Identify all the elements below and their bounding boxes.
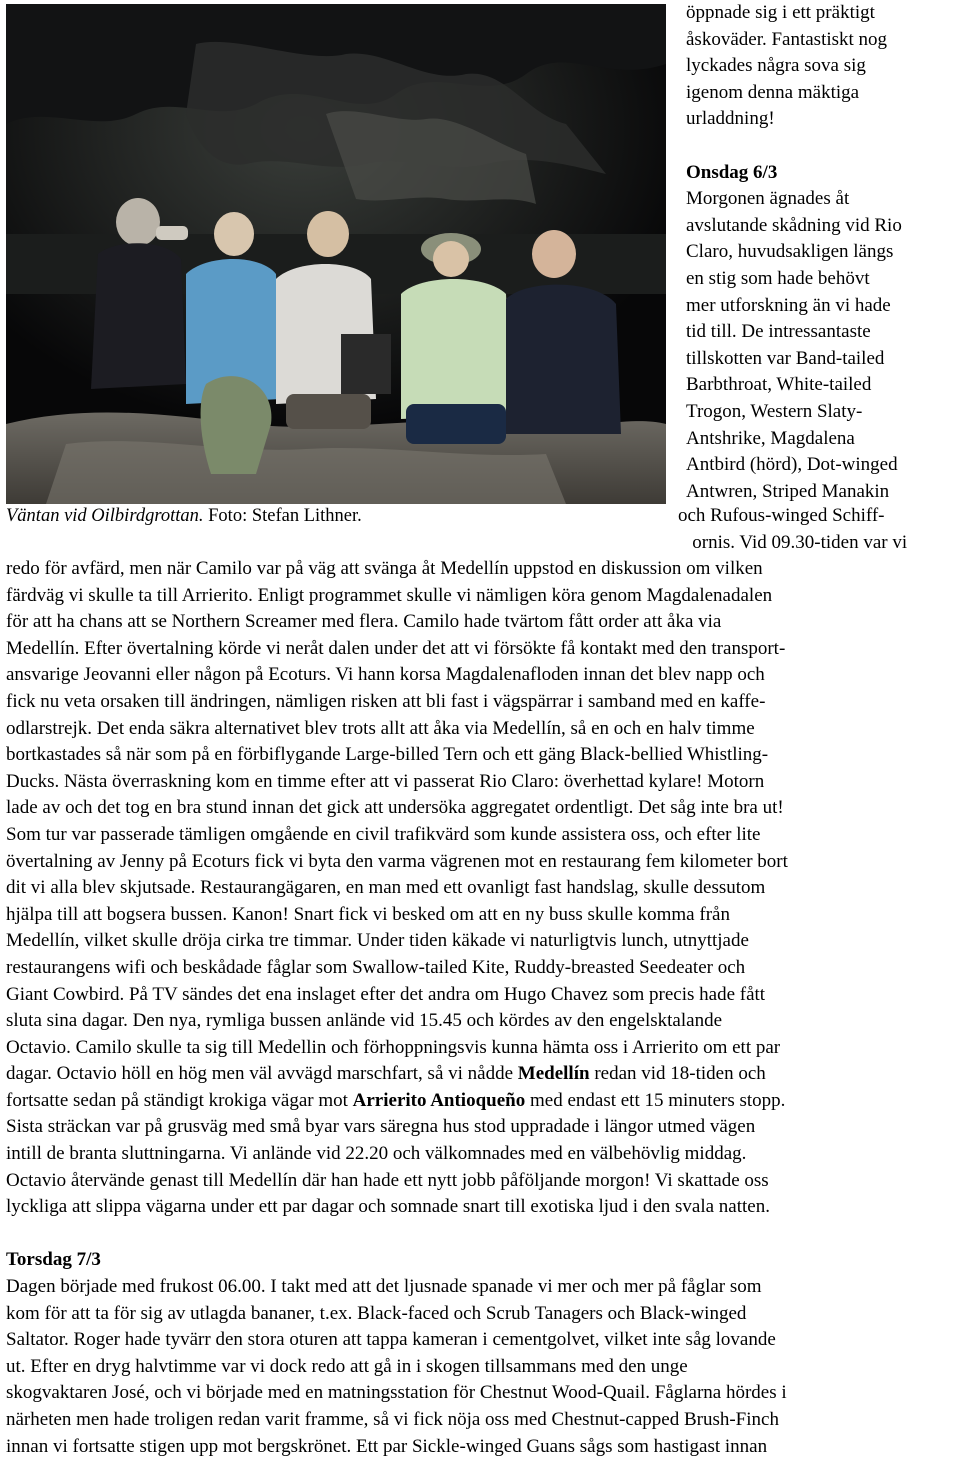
- side-line: och Rufous-winged Schiff-: [678, 505, 885, 526]
- main-text: [6, 556, 958, 1460]
- side-tail: [678, 503, 958, 556]
- text-line: Giant Cowbird. På TV sändes det ena inslaget efter det andra om Hugo Chavez som precis hade fått: [6, 983, 766, 1005]
- text-segment: redan vid 18-tiden och: [589, 1063, 766, 1085]
- caption-credit: Foto: Stefan Lithner.: [203, 506, 362, 526]
- side-line: öppnade sig i ett präktigt: [686, 2, 875, 23]
- text-line: Som tur var passerade tämligen omgående en civil trafikvärd som kunde assistera oss, och efter lite: [6, 823, 761, 845]
- caption-italic: Väntan vid Oilbirdgrottan.: [6, 506, 204, 526]
- text-line: kom för att ta för sig av utlagda bananer, t.ex. Black-faced och Scrub Tanagers och Black-winged: [6, 1302, 747, 1324]
- text-line: närheten men hade troligen redan varit framme, så vi fick nöja oss med Chestnut-capped Brush-Finch: [6, 1409, 779, 1430]
- text-line: Dagen började med frukost 06.00. I takt med att det ljusnade spanade vi mer och mer på fåglar som: [6, 1276, 762, 1298]
- side-line: avslutande skådning vid Rio: [686, 214, 902, 236]
- day-heading-torsdag: Torsdag 7/3: [6, 1249, 101, 1271]
- text-segment: fortsatte sedan på ständigt krokiga vägar mot: [6, 1089, 353, 1111]
- text-line: odlarstrejk. Det enda säkra alternativet blev trots allt att åka via Medellín, så en och en halv timme: [6, 717, 755, 739]
- text-line: [6, 1088, 958, 1115]
- text-line: för att ha chans att se Northern Screamer med flera. Camilo hade tvärtom fått order att åka via: [6, 611, 722, 633]
- text-segment: dagar. Octavio höll en hög men väl avvägd marschfart, så vi nådde: [6, 1063, 518, 1085]
- side-line: en stig som hade behövt: [686, 267, 870, 289]
- text-line: övertalning av Jenny på Ecoturs fick vi byta den varma vägrenen mot en restaurang fem kilometer bort: [6, 850, 788, 872]
- text-line: Octavio. Camilo skulle ta sig till Medellin och förhoppningsvis kunna hämta oss i Arrierito om ett par: [6, 1036, 781, 1058]
- text-line: ut. Efter en dryg halvtimme var vi dock redo att gå in i skogen tillsammans med den unge: [6, 1355, 688, 1377]
- photo-cave-birdwatchers-icon: [6, 4, 666, 504]
- text-line: Saltator. Roger hade tyvärr den stora oturen att tappa kameran i cementgolvet, vilket inte såg lovande: [6, 1329, 776, 1351]
- text-line: innan vi fortsatte stigen upp mot bergskrönet. Ett par Sickle-winged Guans sågs som hastigast innan: [6, 1435, 768, 1457]
- text-line: ansvarige Jeovanni eller någon på Ecoturs. Vi hann korsa Magdalenafloden innan det blev napp och: [6, 664, 765, 686]
- side-line: ornis. Vid 09.30-tiden var vi: [678, 531, 908, 553]
- text-line: restaurangens wifi och beskådade fåglar som Swallow-tailed Kite, Ruddy-breasted Seedeater och: [6, 956, 746, 978]
- side-column: [686, 0, 958, 505]
- side-line: tillskotten var Band-tailed: [686, 347, 885, 369]
- text-line: Ducks. Nästa överraskning kom en timme efter att vi passerat Rio Claro: överhettad kylare! Motorn: [6, 770, 765, 792]
- photo-caption: [6, 503, 466, 530]
- side-line: lyckades några sova sig: [686, 55, 866, 77]
- side-line: Trogon, Western Slaty-: [686, 400, 863, 422]
- text-line: lade av och det tog en bra stund innan det gick att undersöka aggregatet ordentligt. Det såg inte bra ut!: [6, 797, 784, 819]
- side-line: Barbthroat, White-tailed: [686, 374, 872, 396]
- text-line: Medellín, vilket skulle dröja cirka tre timmar. Under tiden käkade vi naturligtvis lunch, utnyttjade: [6, 930, 749, 952]
- text-line: hjälpa till att bogsera bussen. Kanon! Snart fick vi besked om att en ny buss skulle komma från: [6, 903, 730, 925]
- side-line: Morgonen ägnades åt: [686, 188, 850, 210]
- text-line: intill de branta sluttningarna. Vi anlände vid 22.20 och välkomnades med en välbehövlig middag.: [6, 1143, 747, 1165]
- side-line: tid till. De intressantaste: [686, 321, 871, 343]
- side-line: Claro, huvudsakligen längs: [686, 241, 894, 263]
- side-line: Antwren, Striped Manakin: [686, 480, 890, 502]
- text-line: Octavio återvände genast till Medellín där han hade ett nytt jobb påföljande morgon! Vi skattade oss: [6, 1169, 769, 1191]
- day-heading-onsdag: Onsdag 6/3: [686, 161, 778, 183]
- text-line: lyckliga att slippa vägarna under ett par dagar och somnade snart till exotiska ljud i den svala natten.: [6, 1196, 770, 1218]
- bold-place-medellin: Medellín: [517, 1063, 590, 1085]
- side-line: Antbird (hörd), Dot-winged: [686, 454, 898, 476]
- side-line: åskoväder. Fantastiskt nog: [686, 28, 888, 50]
- text-line: Sista sträckan var på grusväg med små byar vars säregna hus stod uppradade i längor utmed vägen: [6, 1116, 756, 1138]
- text-line: skogvaktaren José, och vi började med en matningsstation för Chestnut Wood-Quail. Fåglarna hördes i: [6, 1382, 787, 1404]
- text-line: [6, 1061, 958, 1088]
- bold-place-arrierito: Arrierito Antioqueño: [352, 1089, 526, 1111]
- text-line: Medellín. Efter övertalning körde vi neråt dalen under det att vi försökte få kontakt med den transport-: [6, 637, 786, 659]
- text-line: fick nu veta orsaken till ändringen, nämligen risken att bli fast i vägspärrar i samband med en kaffe-: [6, 690, 766, 712]
- text-line: bortkastades så när som på en förbiflygande Large-billed Tern och ett gäng Black-bellied Whistling-: [6, 744, 769, 766]
- side-line: urladdning!: [686, 108, 775, 130]
- side-line: mer utforskning än vi hade: [686, 294, 891, 316]
- text-line: färdväg vi skulle ta till Arrierito. Enligt programmet skulle vi nämligen köra genom Magdalenadalen: [6, 584, 773, 606]
- cave-photo: [6, 4, 666, 504]
- text-line: redo för avfärd, men när Camilo var på väg att svänga åt Medellín uppstod en diskussion om vilken: [6, 558, 763, 579]
- text-line: sluta sina dagar. Den nya, rymliga bussen anlände vid 15.45 och kördes av den engelsktalande: [6, 1010, 722, 1032]
- side-line: Antshrike, Magdalena: [686, 427, 855, 449]
- text-line: dit vi alla blev skjutsade. Restaurangägaren, en man med ett ovanligt fast handslag, skulle dessutom: [6, 877, 766, 899]
- text-segment: med endast ett 15 minuters stopp.: [525, 1089, 786, 1111]
- side-line: igenom denna mäktiga: [686, 81, 860, 103]
